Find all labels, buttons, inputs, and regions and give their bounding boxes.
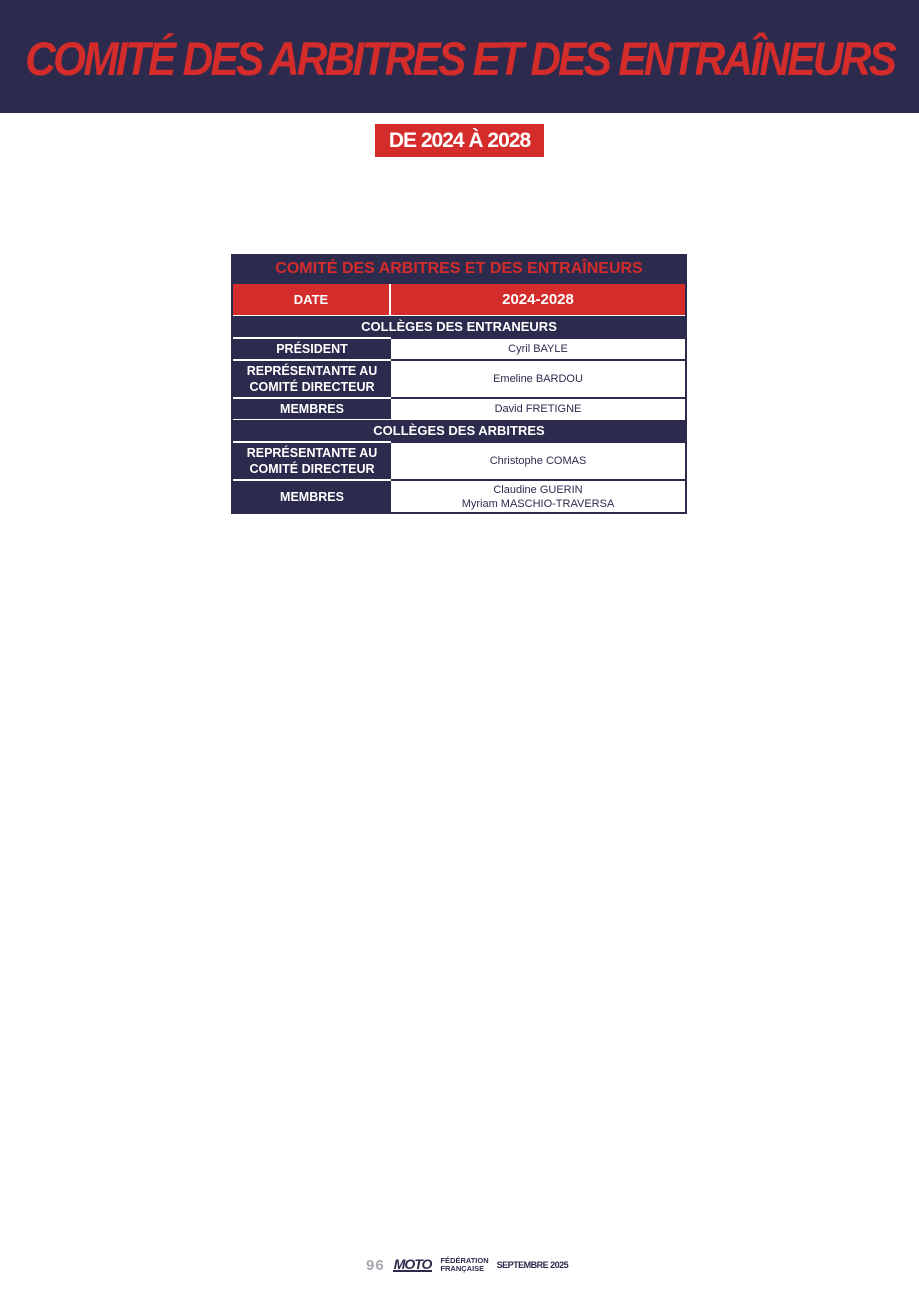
- row-label: REPRÉSENTANTE AU COMITÉ DIRECTEUR: [233, 441, 391, 479]
- row-label: PRÉSIDENT: [233, 337, 391, 359]
- member-name: Emeline BARDOU: [493, 373, 583, 385]
- page-title: COMITÉ DES ARBITRES ET DES ENTRAÎNEURS: [25, 32, 894, 85]
- page-number: 96: [366, 1256, 385, 1274]
- row-label: MEMBRES: [233, 479, 391, 514]
- member-name: David FRETIGNE: [494, 403, 582, 415]
- ffm-logo-text: [440, 1257, 488, 1273]
- date-label: DATE: [233, 284, 391, 315]
- table-row: [233, 397, 685, 419]
- ffm-logo-mark: MOTO: [393, 1256, 432, 1272]
- section-heading-referees: COLLÈGES DES ARBITRES: [233, 419, 685, 441]
- table-row: [233, 479, 685, 514]
- footer-date: SEPTEMBRE 2025: [496, 1260, 569, 1270]
- member-name: Cyril BAYLE: [508, 343, 568, 355]
- page-banner: [0, 0, 919, 113]
- date-row: [233, 284, 685, 315]
- row-label: REPRÉSENTANTE AU COMITÉ DIRECTEUR: [233, 359, 391, 397]
- table-title: COMITÉ DES ARBITRES ET DES ENTRAÎNEURS: [233, 254, 685, 284]
- row-value: [391, 441, 685, 479]
- logo-line-2: FRANÇAISE: [440, 1264, 485, 1273]
- row-label: MEMBRES: [233, 397, 391, 419]
- row-value: [391, 359, 685, 397]
- committee-table: [231, 254, 687, 514]
- logo-line-1: FÉDÉRATION: [440, 1256, 489, 1265]
- row-value: [391, 397, 685, 419]
- table-row: [233, 359, 685, 397]
- member-name: Claudine GUERIN: [493, 483, 583, 496]
- section-heading-coaches: COLLÈGES DES ENTRANEURS: [233, 315, 685, 337]
- member-name: Christophe COMAS: [489, 455, 587, 467]
- member-name: Myriam MASCHIO-TRAVERSA: [461, 497, 615, 510]
- period-badge: DE 2024 À 2028: [375, 124, 544, 157]
- table-row: [233, 441, 685, 479]
- date-value: 2024-2028: [391, 284, 685, 315]
- row-value: [391, 337, 685, 359]
- table-row: [233, 337, 685, 359]
- row-value: [391, 479, 685, 514]
- page-footer: [366, 1254, 568, 1276]
